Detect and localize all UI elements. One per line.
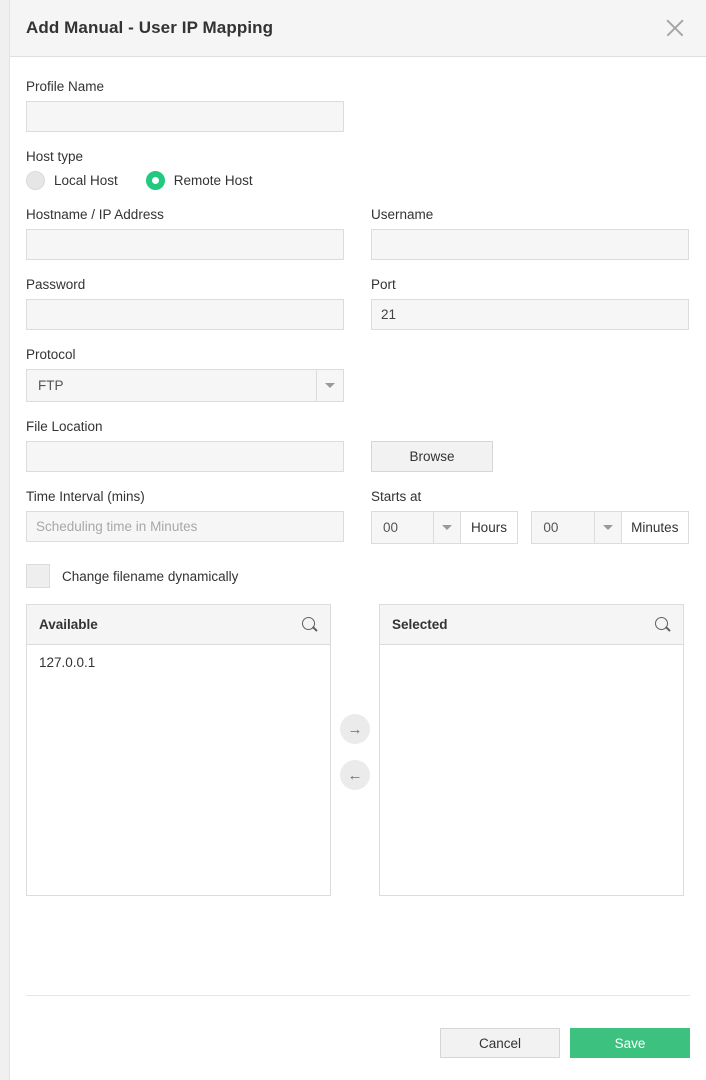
transfer-controls (331, 604, 379, 790)
dialog-footer (440, 1028, 690, 1058)
available-listbox (26, 604, 331, 896)
footer-divider (26, 995, 690, 996)
starts-at-minutes-unit: Minutes (622, 511, 689, 544)
port-input[interactable] (371, 299, 689, 330)
chevron-down-icon (433, 512, 460, 543)
file-location-input[interactable] (26, 441, 344, 472)
selected-listbox (379, 604, 684, 896)
time-interval-input[interactable] (26, 511, 344, 542)
hostname-input[interactable] (26, 229, 344, 260)
starts-at-hours-select[interactable] (371, 511, 461, 544)
selected-listbox-title: Selected (392, 617, 448, 632)
hostname-label: Hostname / IP Address (26, 207, 164, 222)
password-field-group (26, 277, 344, 330)
list-item[interactable]: 127.0.0.1 (39, 655, 96, 670)
profile-name-input[interactable] (26, 101, 344, 132)
port-label: Port (371, 277, 396, 292)
profile-name-label: Profile Name (26, 79, 105, 94)
time-interval-label: Time Interval (mins) (26, 489, 145, 504)
starts-at-minutes-select[interactable] (531, 511, 621, 544)
dialog-header (10, 0, 706, 57)
available-listbox-header (27, 605, 330, 645)
change-filename-label: Change filename dynamically (62, 568, 239, 584)
search-icon[interactable] (301, 616, 318, 633)
radio-remote-host-label: Remote Host (173, 173, 253, 188)
password-port-row (26, 277, 690, 330)
change-filename-checkbox[interactable] (26, 564, 50, 588)
selected-listbox-body[interactable] (380, 645, 683, 895)
arrow-right-icon[interactable]: → (340, 714, 370, 744)
dialog-body (10, 57, 706, 1080)
radio-local-host-label: Local Host (54, 173, 118, 188)
starts-at-hours-value: 00 (383, 520, 399, 535)
radio-remote-host-indicator (146, 171, 165, 190)
file-location-label: File Location (26, 419, 103, 434)
hostname-username-row (26, 207, 690, 260)
starts-at-label: Starts at (371, 489, 422, 504)
save-button[interactable]: Save (570, 1028, 690, 1058)
protocol-select-wrap (26, 369, 344, 402)
host-type-group (26, 149, 690, 190)
username-label: Username (371, 207, 434, 222)
profile-name-input-wrap (26, 101, 344, 132)
protocol-select[interactable] (26, 369, 344, 402)
host-type-radio-row (26, 171, 690, 190)
host-type-label: Host type (26, 149, 84, 164)
protocol-field-group (26, 347, 690, 402)
port-field-group (371, 277, 689, 330)
protocol-selected-value: FTP (38, 378, 64, 393)
browse-button[interactable]: Browse (371, 441, 493, 472)
starts-at-group (371, 489, 689, 544)
change-filename-row[interactable] (26, 564, 690, 588)
page-left-rail (0, 0, 10, 1080)
dialog-title: Add Manual - User IP Mapping (26, 18, 274, 37)
close-icon[interactable] (662, 15, 688, 41)
starts-at-minutes-value: 00 (543, 520, 559, 535)
radio-local-host[interactable] (26, 171, 118, 190)
profile-name-field-group (26, 79, 690, 132)
chevron-down-icon (594, 512, 621, 543)
password-input[interactable] (26, 299, 344, 330)
available-listbox-body[interactable] (27, 645, 330, 895)
arrow-left-icon[interactable]: ← (340, 760, 370, 790)
username-field-group (371, 207, 689, 260)
selected-listbox-header (380, 605, 683, 645)
time-interval-field-group (26, 489, 344, 544)
search-icon[interactable] (654, 616, 671, 633)
add-manual-user-ip-mapping-dialog (10, 0, 706, 1080)
username-input[interactable] (371, 229, 689, 260)
hostname-field-group (26, 207, 344, 260)
dual-list-picker (26, 604, 690, 896)
file-location-field-group (26, 419, 344, 472)
available-listbox-title: Available (39, 617, 98, 632)
radio-local-host-indicator (26, 171, 45, 190)
chevron-down-icon (316, 370, 343, 401)
browse-button-wrap (371, 419, 689, 472)
file-location-row (26, 419, 690, 472)
cancel-button[interactable]: Cancel (440, 1028, 560, 1058)
radio-remote-host[interactable] (146, 171, 253, 190)
protocol-label: Protocol (26, 347, 76, 362)
starts-at-controls (371, 511, 689, 544)
password-label: Password (26, 277, 86, 292)
starts-at-hours-unit: Hours (461, 511, 517, 544)
schedule-row (26, 489, 690, 544)
